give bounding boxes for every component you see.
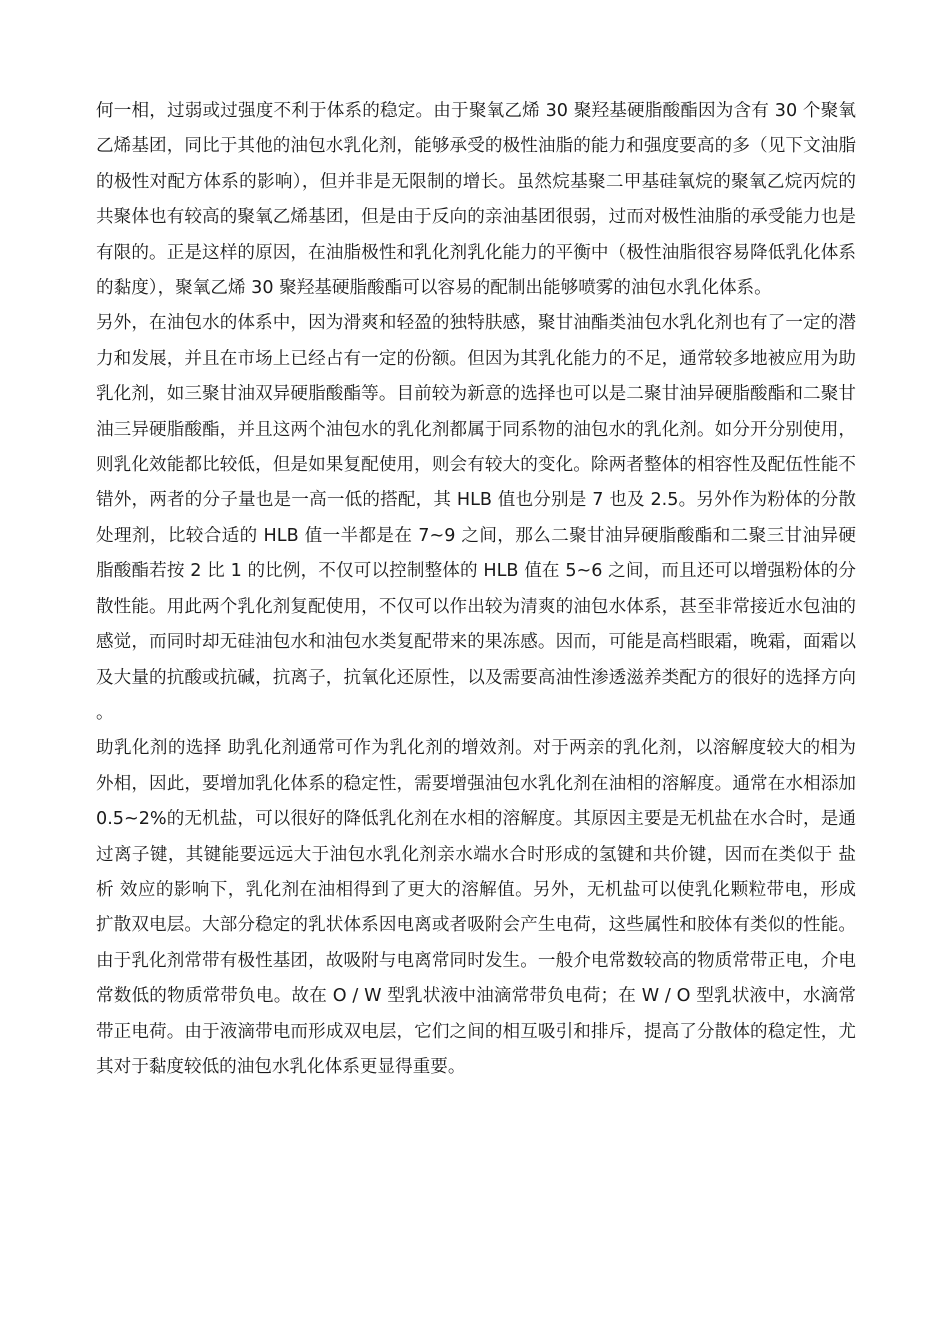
- paragraph-co-emulsifier-selection: 助乳化剂的选择 助乳化剂通常可作为乳化剂的增效剂。对于两亲的乳化剂，以溶解度较大的相为外相，因此，要增加乳化体系的稳定性，需要增强油包水乳化剂在油相的溶解度。通常在水相添加 0.5~2%的无机盐，可以很好的降低乳化剂在水相的溶解度。其原因主要是无机盐在水合时，是通过离子键，其键能要远远大于油包水乳化剂亲水端水合时形成的氢键和共价键，因而在类似于 盐析 效应的影响下，乳化剂在油相得到了更大的溶解值。另外，无机盐可以使乳化颗粒带电，形成扩散双电层。大部分稳定的乳状体系因电离或者吸附会产生电荷，这些属性和胶体有类似的性能。由于乳化剂常带有极性基团，故吸附与电离常同时发生。一般介电常数较高的物质常带正电，介电常数低的物质常带负电。故在 O / W 型乳状液中油滴常带负电荷；在 W / O 型乳状液中，水滴常带正电荷。由于液滴带电而形成双电层，它们之间的相互吸引和排斥，提高了分散体的稳定性，尤其对于黏度较低的油包水乳化体系更显得重要。: [96, 738, 856, 1077]
- paragraph-emulsifier-balance: 何一相，过弱或过强度不利于体系的稳定。由于聚氧乙烯 30 聚羟基硬脂酸酯因为含有 30 个聚氧乙烯基团，同比于其他的油包水乳化剂，能够承受的极性油脂的能力和强度要高的多（见下文油脂的极性对配方体系的影响），但并非是无限制的增长。虽然烷基聚二甲基硅氧烷的聚氧乙烷丙烷的共聚体也有较高的聚氧乙烯基团，但是由于反向的亲油基团很弱，过而对极性油脂的承受能力也是有限的。正是这样的原因，在油脂极性和乳化剂乳化能力的平衡中（极性油脂很容易降低乳化体系的黏度），聚氧乙烯 30 聚羟基硬脂酸酯可以容易的配制出能够喷雾的油包水乳化体系。: [96, 101, 856, 299]
- paragraph-polyglyceryl-esters: 另外，在油包水的体系中，因为滑爽和轻盈的独特肤感，聚甘油酯类油包水乳化剂也有了一定的潜力和发展，并且在市场上已经占有一定的份额。但因为其乳化能力的不足，通常较多地被应用为助乳化剂，如三聚甘油双异硬脂酸酯等。目前较为新意的选择也可以是二聚甘油异硬脂酸酯和二聚甘油三异硬脂酸酯，并且这两个油包水的乳化剂都属于同系物的油包水的乳化剂。如分开分别使用，则乳化效能都比较低，但是如果复配使用，则会有较大的变化。除两者整体的相容性及配伍性能不错外，两者的分子量也是一高一低的搭配，其 HLB 值也分别是 7 也及 2.5。另外作为粉体的分散处理剂，比较合适的 HLB 值一半都是在 7~9 之间，那么二聚甘油异硬脂酸酯和二聚三甘油异硬脂酸酯若按 2 比 1 的比例，不仅可以控制整体的 HLB 值在 5~6 之间，而且还可以增强粉体的分散性能。用此两个乳化剂复配使用，不仅可以作出较为清爽的油包水体系，甚至非常接近水包油的感觉，而同时却无硅油包水和油包水类复配带来的果冻感。因而，可能是高档眼霜，晚霜，面霜以及大量的抗酸或抗碱，抗离子，抗氧化还原性，以及需要高油性渗透滋养类配方的很好的选择方向。: [96, 313, 856, 723]
- document-page: [96, 94, 856, 1085]
